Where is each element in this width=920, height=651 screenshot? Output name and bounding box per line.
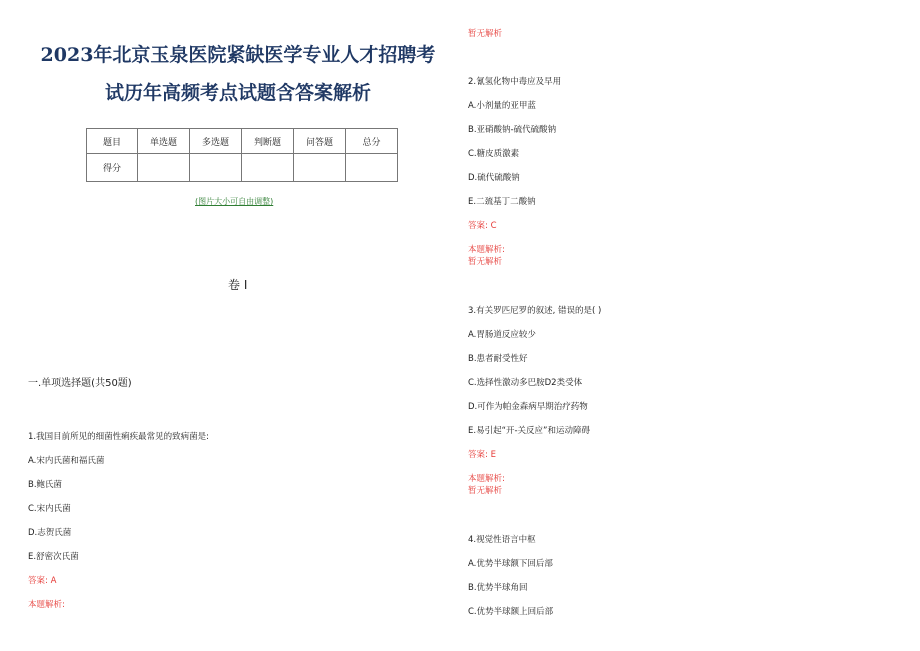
q1-option-d: D.志贺氏菌 bbox=[28, 528, 72, 538]
q3-analysis-text: 暂无解析 bbox=[468, 486, 503, 496]
q3-text: 3.有关罗匹尼罗的叙述, 错误的是( ) bbox=[468, 306, 602, 316]
image-caption-link[interactable]: (图片大小可自由调整) bbox=[195, 197, 274, 206]
document-title bbox=[28, 36, 448, 112]
score-cell bbox=[346, 154, 398, 182]
q1-option-e: E.舒密次氏菌 bbox=[28, 552, 79, 562]
q4-option-a: A.优势半球额下回后部 bbox=[468, 559, 553, 569]
q1-text: 1.我国目前所见的细菌性痢疾最常见的致病菌是: bbox=[28, 432, 209, 442]
q3-option-e: E.易引起“开-关反应”和运动障碍 bbox=[468, 426, 590, 436]
q2-option-d: D.硫代硫酸钠 bbox=[468, 173, 520, 183]
header-cell-qa: 问答题 bbox=[294, 129, 346, 154]
q2-answer: 答案: C bbox=[468, 221, 497, 231]
header-cell-true-false: 判断题 bbox=[242, 129, 294, 154]
section-title: 一.单项选择题(共50题) bbox=[28, 378, 132, 389]
q2-option-a: A.小剂量的亚甲蓝 bbox=[468, 101, 536, 111]
q3-analysis-label: 本题解析: bbox=[468, 474, 505, 484]
score-cell bbox=[138, 154, 190, 182]
q3-option-a: A.胃肠道反应较少 bbox=[468, 330, 536, 340]
header-cell-single-choice: 单选题 bbox=[138, 129, 190, 154]
q1-analysis-label: 本题解析: bbox=[28, 600, 65, 610]
q3-option-c: C.选择性激动多巴胺D2类受体 bbox=[468, 378, 583, 388]
q1-option-a: A.宋内氏菌和福氏菌 bbox=[28, 456, 105, 466]
q1-option-b: B.鲍氏菌 bbox=[28, 480, 63, 490]
q3-option-b: B.患者耐受性好 bbox=[468, 354, 528, 364]
score-table-score-row bbox=[87, 154, 398, 182]
q2-text: 2.氰氢化物中毒应及早用 bbox=[468, 77, 562, 87]
q2-option-b: B.亚硝酸钠-硫代硫酸钠 bbox=[468, 125, 557, 135]
score-table bbox=[86, 128, 398, 182]
score-cell bbox=[242, 154, 294, 182]
title-line-2: 试历年高频考点试题含答案解析 bbox=[104, 82, 371, 104]
score-cell bbox=[190, 154, 242, 182]
score-row-label: 得分 bbox=[87, 154, 138, 182]
q1-answer: 答案: A bbox=[28, 576, 57, 586]
header-cell-multiple-choice: 多选题 bbox=[190, 129, 242, 154]
q4-option-b: B.优势半球角回 bbox=[468, 583, 528, 593]
q2-analysis-label: 本题解析: bbox=[468, 245, 505, 255]
score-cell bbox=[294, 154, 346, 182]
q4-option-c: C.优势半球额上回后部 bbox=[468, 607, 554, 617]
header-cell-total: 总分 bbox=[346, 129, 398, 154]
q4-text: 4.视觉性语言中枢 bbox=[468, 535, 536, 545]
volume-label: 卷 I bbox=[228, 278, 248, 292]
q3-answer: 答案: E bbox=[468, 450, 496, 460]
q2-option-e: E.二巯基丁二酸钠 bbox=[468, 197, 536, 207]
q2-analysis-text: 暂无解析 bbox=[468, 257, 503, 267]
q1-option-c: C.宋内氏菌 bbox=[28, 504, 71, 514]
q1-analysis-text: 暂无解析 bbox=[468, 29, 503, 39]
q2-option-c: C.糖皮质激素 bbox=[468, 149, 520, 159]
q3-option-d: D.可作为帕金森病早期治疗药物 bbox=[468, 402, 588, 412]
score-table-header-row bbox=[87, 129, 398, 154]
header-cell-subject: 题目 bbox=[87, 129, 138, 154]
title-line-1: 2023年北京玉泉医院紧缺医学专业人才招聘考 bbox=[40, 44, 436, 66]
